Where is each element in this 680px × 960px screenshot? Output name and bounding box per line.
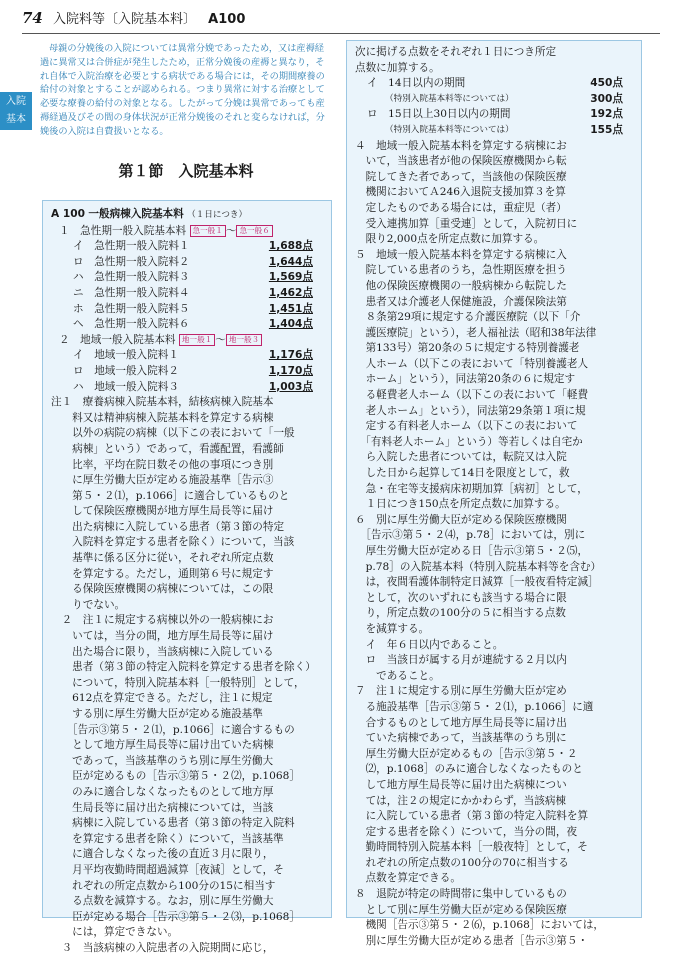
note-line: 基準に係る区分に従い，それぞれ所定点数 (51, 552, 274, 565)
fee-item-points: 1,003点 (268, 380, 313, 393)
note-line: する別に厚生労働大臣が定める施設基準 (51, 708, 263, 720)
note-line: いて，当該患者が他の保険医療機関から転 (355, 155, 567, 168)
fee-item-row (51, 364, 323, 380)
header-code: A100 (208, 12, 246, 27)
fee-item-points: 1,688点 (268, 240, 313, 253)
fee-item-name: 急性期一般入院料１ (94, 240, 190, 253)
note-line: して保険医療機関が地方厚生局長等に届け (51, 505, 274, 518)
note-line: 点数を算定できる。 (355, 872, 461, 885)
fee-item-row (51, 380, 323, 396)
fee-item-name: 地域一般入院料２ (94, 364, 179, 377)
fee-item-points: 1,451点 (268, 302, 313, 315)
group-1-list (51, 239, 323, 333)
fee-item-row (51, 317, 323, 333)
note-line: 限り2,000点を所定点数に加算する。 (355, 233, 545, 246)
note-line: 料又は精神病棟入院基本料を算定する病棟 (51, 411, 274, 424)
note-line: 比率，平均在院日数その他の事項につき別 (51, 458, 274, 471)
note-line: る保険医療機関の病棟については，この限 (51, 583, 274, 596)
header-title: 入院料等〔入院基本料〕 (53, 12, 197, 27)
addition-sub-points: 155点 (590, 123, 623, 136)
fee-item-kana: ロ (73, 364, 84, 377)
note-line: ⑵，p.1068］のみに適合しなくなったものと (355, 763, 583, 776)
note-line: 定する有料老人ホーム（以下この表において (355, 420, 578, 433)
note-line: 別に厚生労働大臣が定める患者［告示③第５・ (355, 934, 589, 947)
addition-table (355, 76, 633, 138)
addition-points: 192点 (590, 108, 623, 121)
fee-item-row (51, 270, 323, 286)
note-line: ては，注２の規定にかかわらず，当該病棟 (355, 794, 567, 807)
fee-item-kana: ニ (73, 286, 84, 299)
note-line: であって，当該基準のうち別に厚生労働大 (51, 754, 274, 767)
fee-item-kana: イ (73, 349, 84, 362)
note-line: 院している患者のうち，急性期医療を担う (355, 264, 567, 277)
group-2-label: ２ 地域一般入院基本料 (59, 333, 176, 346)
group-2-tag-sep: ～ (215, 333, 226, 346)
note-line: りでない。 (51, 598, 126, 611)
notes-continued (355, 139, 633, 950)
addition-period: イ 14日以内の期間 (367, 77, 466, 90)
note-line: ［告示③第５・２⑷，p.78］においては，別に (355, 529, 586, 542)
note-line: ６ 別に厚生労働大臣が定める保険医療機関 (355, 513, 567, 526)
note-line: 出た病棟に入院している患者（第３節の特定 (51, 520, 285, 533)
group-1-tag-start: 急一般１ (190, 225, 226, 237)
note-line: る施設基準［告示③第５・２⑴，p.1066］に適 (355, 700, 594, 713)
addition-sub-note: （特別入院基本料等については） (385, 93, 514, 104)
addition-row (355, 76, 633, 92)
group-1-label: １ 急性期一般入院基本料 (59, 224, 187, 237)
note-line: を算定する。ただし，通則第６号に規定す (51, 567, 274, 580)
fee-item-points: 1,404点 (268, 318, 313, 331)
fee-unit-note: （１日につき） (187, 210, 248, 220)
note-line: る点数を減算する。なお，別に厚生労働大 (51, 895, 274, 908)
note-line: ７ 注１に規定する別に厚生労働大臣が定め (355, 685, 567, 698)
note-line: 612点を算定できる。ただし，注１に規定 (51, 692, 273, 705)
note-line: 入院料を算定する患者を除く）について，当該 (51, 536, 295, 549)
addition-sub-row (355, 92, 633, 108)
fee-item-kana: ヘ (73, 318, 84, 331)
note-line: 護医療院」という），老人福祉法（昭和38年法律 (355, 326, 597, 339)
note-line: ４ 地域一般入院基本料を算定する病棟にお (355, 139, 567, 152)
fee-name: 一般病棟入院基本料 (88, 208, 184, 220)
page-number: 74 (22, 9, 43, 27)
note-line: れぞれの所定点数から100分の15に相当す (51, 879, 276, 892)
running-header (22, 8, 660, 34)
note-line: 患者又は介護老人保健施設，介護保険法第 (355, 295, 567, 308)
note-line: 第５・２⑴，p.1066］に適合しているものと (51, 489, 290, 502)
group-2-row (51, 333, 323, 349)
note-line: 病棟」という）であって，看護配置，看護師 (51, 442, 284, 455)
note-line: 人ホーム（以下この表において「特別養護老人 (355, 357, 589, 370)
fee-item-name: 地域一般入院料１ (94, 349, 179, 362)
note-line: ホーム」という），同法第20条の６に規定す (355, 373, 576, 386)
fee-item-row (51, 286, 323, 302)
left-fee-box (42, 200, 332, 954)
text-line: 次に掲げる点数をそれぞれ１日につき所定 (355, 46, 557, 58)
note-line: 出た場合に限り，当該病棟に入院している (51, 645, 274, 658)
group-1-row (51, 224, 323, 240)
fee-item-points: 1,176点 (268, 349, 313, 362)
fee-item-name: 地域一般入院料３ (94, 380, 179, 393)
fee-item-points: 1,462点 (268, 286, 313, 299)
note-line: について，特別入院基本料［一般特別］として， (51, 676, 305, 689)
fee-item-kana: ロ (73, 255, 84, 268)
note-line: 院してきた者であって，当該他の保険医療 (355, 170, 567, 183)
note-line: 受入連携加算［重受連］として，入院初日に (355, 217, 578, 230)
addition-sub-row (355, 123, 633, 139)
group-2-tag-start: 地一般１ (179, 334, 215, 346)
note-line: 機関［告示③第５・２⑹，p.1068］においては， (355, 919, 604, 932)
addition-sub-note: （特別入院基本料等については） (385, 124, 514, 135)
note-line: り，所定点数の100分の５に相当する点数 (355, 607, 566, 620)
note-line: 定する患者を除く）について，当分の間，夜 (355, 825, 578, 838)
note-line: p.78］の入院基本料（特別入院基本料等を含む） (355, 560, 602, 573)
note-line: ら入院した患者については，転院又は入院 (355, 451, 567, 464)
note-line: として地方厚生局長等に届け出ていた病棟 (51, 739, 274, 752)
note-line: 月平均夜勤時間超過減算［夜減］として，そ (51, 863, 284, 876)
fee-item-kana: ハ (73, 271, 84, 284)
note-line: として，次のいずれにも該当する場合に限 (355, 591, 567, 604)
side-tab-line-1: 入院 (6, 96, 26, 107)
group-1-tag-sep: ～ (225, 224, 237, 237)
note-line: 以外の病院の病棟（以下この表において「一般 (51, 427, 295, 440)
fee-item-points: 1,644点 (268, 255, 313, 268)
note-line: ３ 当該病棟の入院患者の入院期間に応じ， (51, 941, 274, 954)
addition-period: ロ 15日以上30日以内の期間 (367, 108, 511, 121)
note-line: １日につき150点を所定点数に加算する。 (355, 498, 566, 511)
fee-title-row (51, 207, 323, 224)
note-line: に適合しなくなった後の直近３月に限り， (51, 848, 274, 861)
intro-paragraph: 母親の分娩後の入院については異常分娩であったため，又は産褥経過に異常又は合併症が発生したため，正常分娩後の産褥と異なり，それ自体で入院治療を必要とする病状である場合には，その期間療養の給付の対象とすることが認められる。つまり異常に対する治療として必要な療養の給付の対象となる。したがって分娩は異常であっても産褥経過及びその間の身体状況が正常分娩後のそれと変らなければ，分娩後の入院は自費扱いとなる。 (40, 43, 325, 137)
note-line: して地方厚生局長等に届け出た病棟につい (355, 778, 567, 791)
note-line: 第133号）第20条の５に規定する特別養護老 (355, 342, 580, 355)
note-line: ８ 退院が特定の時間帯に集中しているもの (355, 888, 567, 901)
note-line: 注１ 療養病棟入院基本料，結核病棟入院基本 (51, 396, 274, 409)
note-line: に入院している患者（第３節の特定入院料を算 (355, 810, 589, 823)
section-title: 第１節 入院基本料 (118, 162, 254, 180)
addition-sub-points: 300点 (590, 92, 623, 105)
fee-item-name: 急性期一般入院料２ (94, 255, 190, 268)
note-line: 生局長等に届け出た病棟については，当該 (51, 801, 274, 814)
note-line: 急・在宅等支援病床初期加算［病初］として， (355, 482, 588, 495)
fee-item-row (51, 239, 323, 255)
note-line: れぞれの所定点数の100分の70に相当する (355, 856, 569, 869)
fee-item-points: 1,170点 (268, 364, 313, 377)
fee-item-points: 1,569点 (268, 271, 313, 284)
fee-item-kana: ハ (73, 380, 84, 393)
group-1-tag-end: 急一般６ (236, 225, 272, 237)
note-line: 勤時間特別入院基本料［一般夜特］として，そ (355, 841, 588, 854)
note-line: として別に厚生労働大臣が定める保険医療 (355, 903, 567, 916)
fee-item-row (51, 255, 323, 271)
note-line: に厚生労働大臣が定める施設基準［告示③ (51, 474, 274, 487)
note-line: いては，当分の間，地方厚生局長等に届け (51, 630, 274, 643)
note-line: 他の保険医療機関の一般病棟から転院した (355, 279, 567, 292)
note-line: ８条第29項に規定する介護医療院（以下「介 (355, 311, 581, 324)
note-line: 老人ホーム」という），同法第29条第１項に規 (355, 404, 586, 417)
fee-item-kana: ホ (73, 302, 84, 315)
right-fee-box (346, 40, 642, 947)
note-line: を算定する患者を除く）について，当該基準 (51, 832, 284, 845)
note-line: 患者（第３節の特定入院料を算定する患者を除く） (51, 661, 316, 674)
note-line: した日から起算して14日を限度として，救 (355, 467, 570, 480)
note-line: イ 年６日以内であること。 (355, 638, 504, 651)
note-line: ５ 地域一般入院基本料を算定する病棟に入 (355, 248, 567, 261)
note-line: る軽費老人ホーム（以下この表において「軽費 (355, 389, 589, 402)
note-line: は，夜間看護体制特定日減算［一般夜看特定減］ (355, 576, 599, 589)
note-line: 機関においてＡ246入退院支援加算３を算 (355, 186, 566, 199)
note-line: のみに適合しなくなったものとして地方厚 (51, 785, 274, 798)
side-index-tab (0, 92, 32, 130)
note-line: 厚生労働大臣が定めるもの［告示③第５・２ (355, 747, 578, 760)
fee-item-name: 急性期一般入院料６ (94, 318, 190, 331)
note-line: ていた病棟であって，当該基準のうち別に (355, 732, 567, 745)
group-2-tag-end: 地一般３ (226, 334, 262, 346)
fee-code: A 100 (51, 208, 86, 220)
addition-row (355, 107, 633, 123)
note-line: には，算定できない。 (51, 926, 179, 939)
note-line: 合するものとして地方厚生局長等に届け出 (355, 716, 567, 729)
side-tab-line-2: 基本 (6, 114, 26, 125)
fee-item-kana: イ (73, 240, 84, 253)
group-2-list (51, 348, 323, 395)
note-line: 厚生労働大臣が定める日［告示③第５・２⑸， (355, 545, 589, 557)
note-line: 定したものである場合には，重症児（者） (355, 201, 567, 214)
note-line: を減算する。 (355, 622, 430, 635)
notes-block (51, 395, 323, 956)
fee-item-row (51, 302, 323, 318)
fee-item-name: 急性期一般入院料３ (94, 271, 190, 284)
continued-text (355, 45, 633, 76)
note-line: 臣が定める場合［告示③第５・２⑶，p.1068］ (51, 910, 300, 923)
note-line: ２ 注１に規定する病棟以外の一般病棟にお (51, 614, 274, 627)
note-line: であること。 (355, 669, 440, 682)
note-line: 臣が定めるもの［告示③第５・２⑵，p.1068］ (51, 770, 300, 783)
fee-item-name: 急性期一般入院料５ (94, 302, 190, 315)
addition-points: 450点 (590, 77, 623, 90)
fee-item-row (51, 348, 323, 364)
note-line: ロ 当該日が属する月が連続する２月以内 (355, 654, 567, 667)
note-line: ［告示③第５・２⑴，p.1066］に適合するもの (51, 723, 295, 736)
text-line: 点数に加算する。 (355, 61, 440, 74)
note-line: 「有料老人ホーム」という）等若しくは自宅か (355, 435, 583, 448)
fee-item-name: 急性期一般入院料４ (94, 286, 190, 299)
note-line: 病棟に入院している患者（第３節の特定入院料 (51, 817, 295, 830)
